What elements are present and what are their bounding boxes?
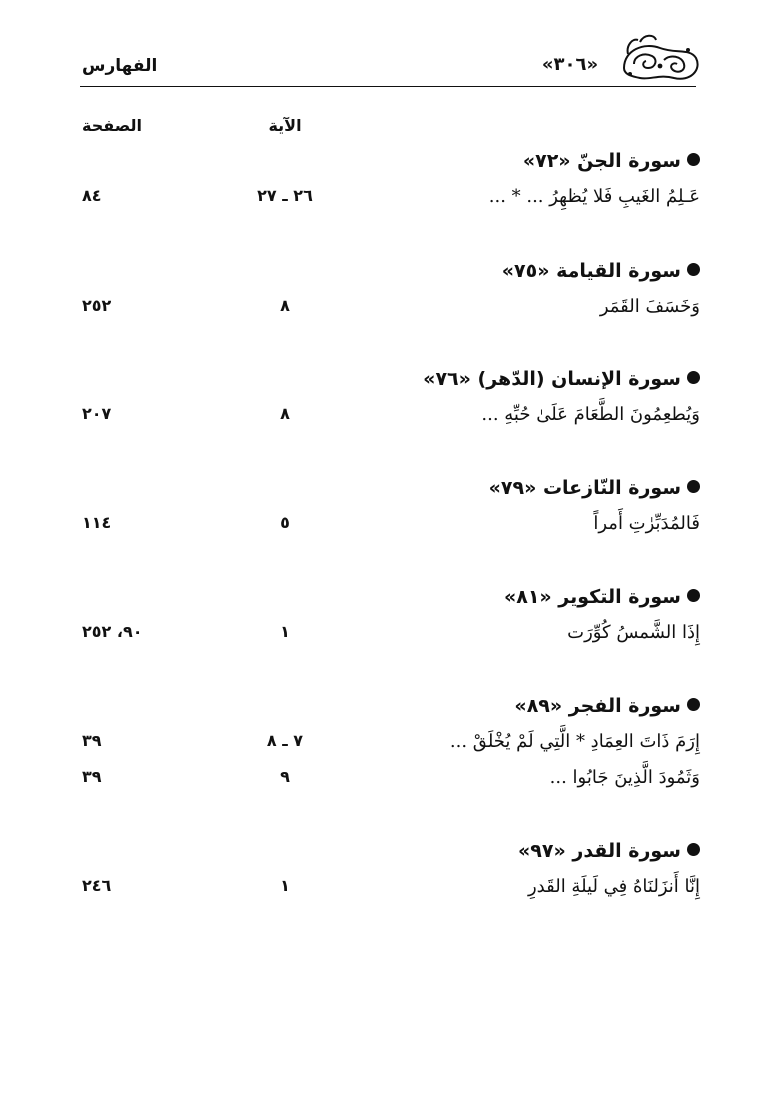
index-row [0,767,779,799]
page-reference: ٣٩ [82,731,102,750]
verse-number: ٨ [280,296,290,315]
verse-text: إِنَّا أَنزَلنَاهُ فِي لَيلَةِ القَدرِ [527,876,700,897]
page-number: «٣٠٦» [541,54,599,75]
index-row [0,296,779,328]
index-row [0,513,779,545]
bullet-icon [687,698,700,711]
verse-number: ٢٦ ـ ٢٧ [257,186,313,205]
surah-heading: سورة القدر «٩٧» [300,840,700,862]
verse-number: ١ [280,622,290,641]
surah-heading: سورة القيامة «٧٥» [300,260,700,282]
verse-text: وَيُطعِمُونَ الطَّعَامَ عَلَىٰ حُبِّهِ ... [481,404,700,425]
ornament-icon [620,28,702,86]
column-header-verse: الآية [268,116,302,135]
section-title: الفهارس [82,56,158,76]
page-reference: ٢٥٢ [82,296,112,315]
verse-number: ١ [280,876,290,895]
verse-number: ٧ ـ ٨ [266,731,304,750]
bullet-icon [687,589,700,602]
bullet-icon [687,843,700,856]
column-header-page: الصفحة [82,116,143,135]
bullet-icon [687,153,700,166]
index-row [0,876,779,908]
page-reference: ٩٠، ٢٥٢ [82,622,143,641]
page-reference: ٨٤ [82,186,102,205]
surah-heading: سورة النّازعات «٧٩» [300,477,700,499]
verse-text: وَثَمُودَ الَّذِينَ جَابُوا ... [549,767,700,788]
bullet-icon [687,371,700,384]
verse-text: عَـلِمُ الغَيبِ فَلا يُظهِرُ ... * ... [488,186,700,207]
verse-text: إِذَا الشَّمسُ كُوِّرَت [567,622,700,643]
verse-number: ٩ [280,767,290,786]
verse-text: فَالمُدَبِّرٰتِ أَمراً [593,513,700,534]
verse-text: وَخَسَفَ القَمَر [599,296,700,317]
verse-number: ٨ [280,404,290,423]
page-reference: ٣٩ [82,767,102,786]
header-divider [80,86,696,87]
page-reference: ٢٤٦ [82,876,112,895]
index-row [0,404,779,436]
surah-heading: سورة الجنّ «٧٢» [300,150,700,172]
page-reference: ١١٤ [82,513,112,532]
surah-heading: سورة الإنسان (الدّهر) «٧٦» [300,368,700,390]
verse-number: ٥ [280,513,290,532]
index-row [0,186,779,218]
page-reference: ٢٠٧ [82,404,112,423]
surah-heading: سورة الفجر «٨٩» [300,695,700,717]
page-header [0,0,779,90]
bullet-icon [687,480,700,493]
bullet-icon [687,263,700,276]
verse-text: إِرَمَ ذَاتَ العِمَادِ * الَّتِي لَمْ يُخْلَقْ ... [449,731,700,752]
surah-heading: سورة التكوير «٨١» [300,586,700,608]
index-row [0,622,779,654]
index-row [0,731,779,763]
